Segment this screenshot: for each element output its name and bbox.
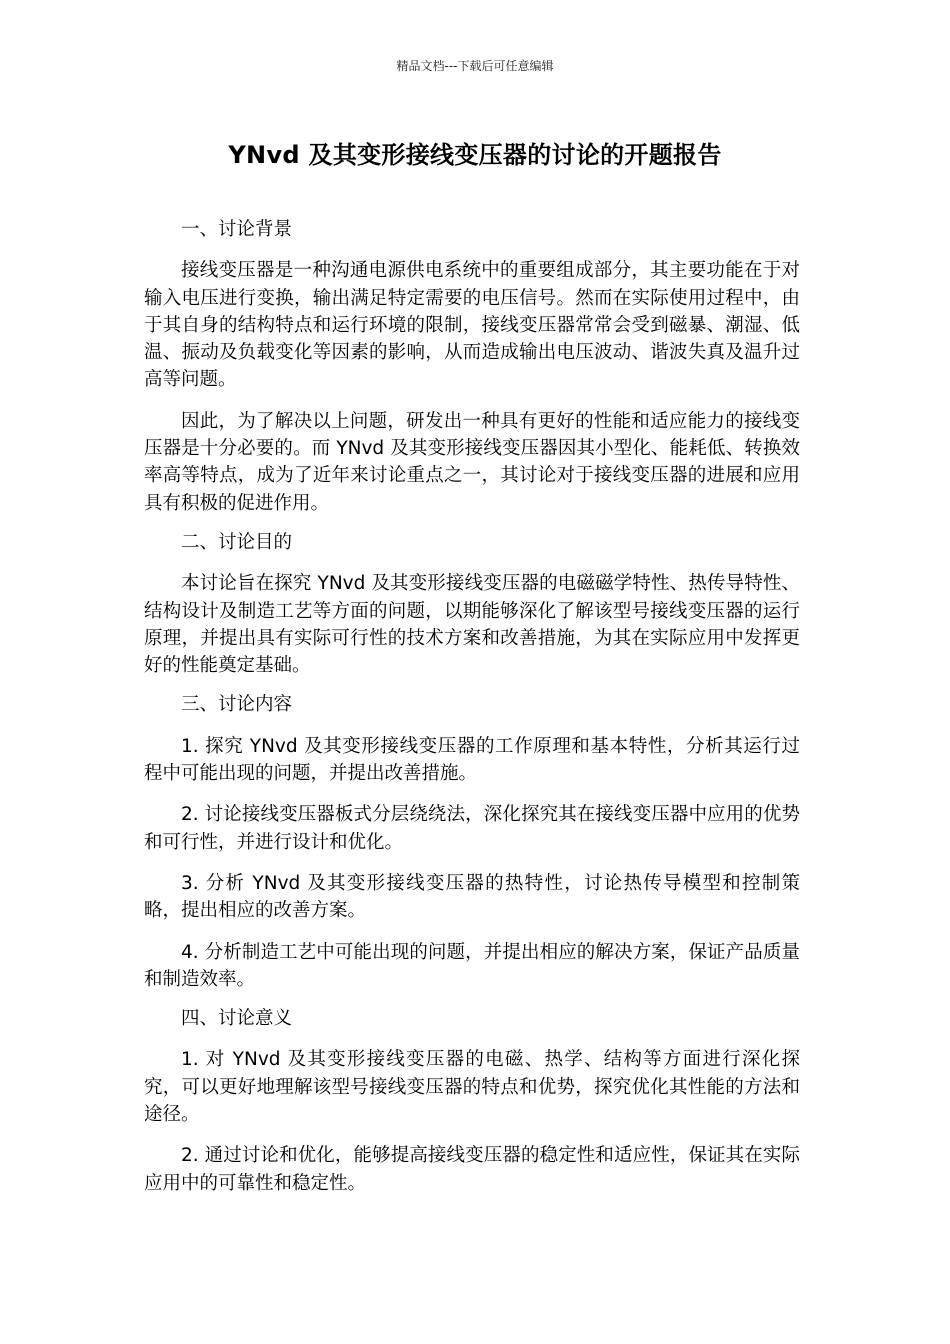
list-item: 2. 讨论接线变压器板式分层绕绕法，深化探究其在接线变压器中应用的优势和可行性，并进行设计和优化。 — [144, 804, 800, 853]
section-heading-purpose: 二、讨论目的 — [181, 531, 293, 553]
paragraph: 接线变压器是一种沟通电源供电系统中的重要组成部分，其主要功能在于对输入电压进行变换，输出满足特定需要的电压信号。然而在实际使用过程中，由于其自身的结构特点和运行环境的限制，接线变压器常常会受到磁暴、潮湿、低温、振动及负载变化等因素的影响，从而造成输出电压波动、谐波失真及温升过高等问题。 — [144, 260, 800, 391]
section-heading-background: 一、讨论背景 — [181, 219, 293, 240]
document-body — [144, 216, 800, 1197]
section-heading-content: 三、讨论内容 — [181, 694, 293, 716]
page-header: 精品文档---下载后可任意编辑 — [396, 59, 554, 73]
list-item: 1. 探究 YNvd 及其变形接线变压器的工作原理和基本特性，分析其运行过程中可能出现的问题，并提出改善措施。 — [144, 735, 800, 785]
list-item: 4. 分析制造工艺中可能出现的问题，并提出相应的解决方案，保证产品质量和制造效率。 — [144, 941, 800, 990]
list-item: 3. 分析 YNvd 及其变形接线变压器的热特性，讨论热传导模型和控制策略，提出相应的改善方案。 — [144, 872, 800, 922]
section-heading-significance: 四、讨论意义 — [181, 1008, 293, 1030]
paragraph: 因此，为了解决以上问题，研发出一种具有更好的性能和适应能力的接线变压器是十分必要的。而 YNvd 及其变形接线变压器因其小型化、能耗低、转换效率高等特点，成为了近年来讨论重点之一，其讨论对于接线变压器的进展和应用具有积极的促进作用。 — [144, 410, 800, 514]
paragraph: 本讨论旨在探究 YNvd 及其变形接线变压器的电磁磁学特性、热传导特性、结构设计及制造工艺等方面的问题，以期能够深化了解该型号接线变压器的运行原理，并提出具有实际可行性的技术方案和改善措施，为其在实际应用中发挥更好的性能奠定基础。 — [144, 573, 800, 677]
document-title: YNvd 及其变形接线变压器的讨论的开题报告 — [228, 141, 722, 169]
list-item: 1. 对 YNvd 及其变形接线变压器的电磁、热学、结构等方面进行深化探究，可以更好地理解该型号接线变压器的特点和优势，探究优化其性能的方法和途径。 — [144, 1049, 800, 1126]
list-item: 2. 通过讨论和优化，能够提高接线变压器的稳定性和适应性，保证其在实际应用中的可靠性和稳定性。 — [144, 1145, 800, 1194]
